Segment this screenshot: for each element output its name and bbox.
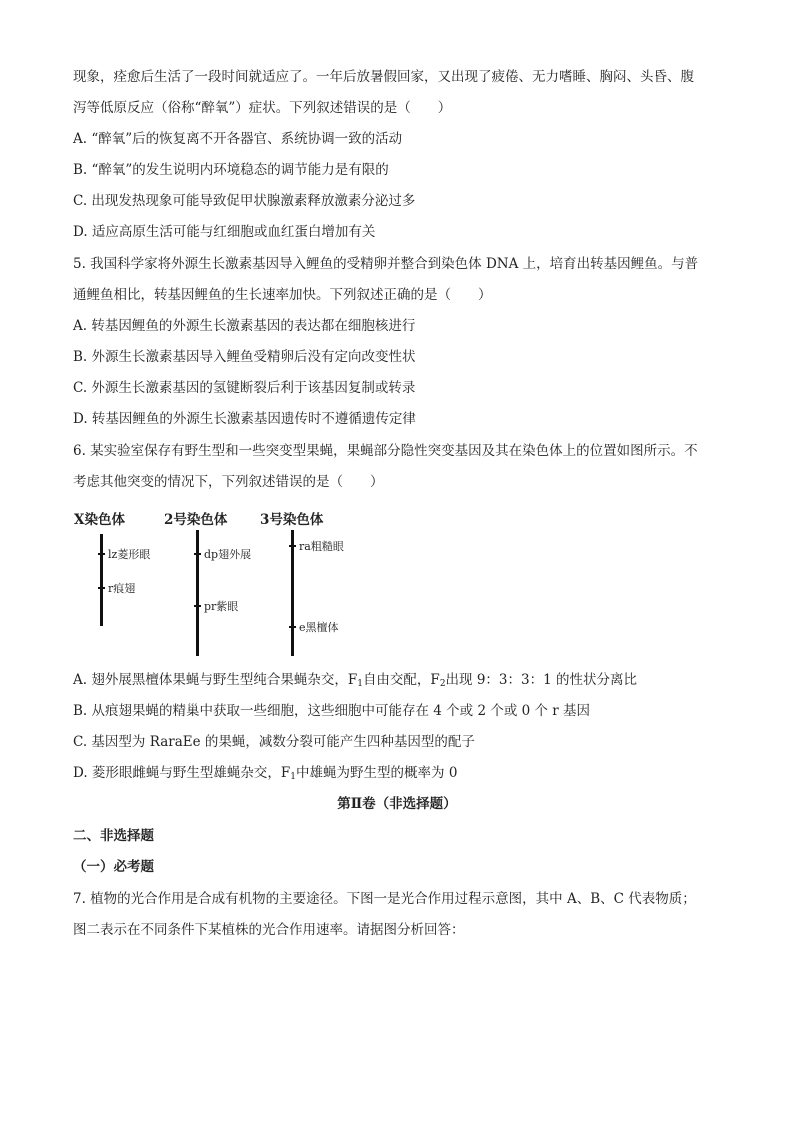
q4-text-line1: 现象，痊愈后生活了一段时间就适应了。一年后放暑假回家，又出现了疲倦、无力嗜睡、胸闷、头昏、腹 <box>73 69 694 85</box>
section-title: 二、非选择题 <box>73 828 154 844</box>
q7-text-line2: 图二表示在不同条件下某植株的光合作用速率。请据图分析回答： <box>73 922 465 938</box>
q6-option-c: C. 基因型为 RaraEe 的果蝇，减数分裂可能产生四种基因型的配子 <box>73 734 475 750</box>
q6-text-line1: 6. 某实验室保存有野生型和一些突变型果蝇，果蝇部分隐性突变基因及其在染色体上的位置如图所示。不 <box>73 443 698 459</box>
subsection-title: （一）必考题 <box>73 859 154 875</box>
gene-tick-pr <box>194 605 201 607</box>
gene-label-dp: dp翅外展 <box>204 548 252 561</box>
q4-text-line2: 泻等低原反应（俗称“醉氧”）症状。下列叙述错误的是（ ） <box>73 100 452 116</box>
q4-option-b: B. “醉氧”的发生说明内环境稳态的调节能力是有限的 <box>73 162 389 178</box>
q6-text-line2: 考虑其他突变的情况下，下列叙述错误的是（ ） <box>73 474 384 490</box>
gene-tick-e <box>289 626 296 628</box>
q4-option-d: D. 适应高原生活可能与红细胞或血红蛋白增加有关 <box>73 224 376 240</box>
chromosome-2-title: 2号染色体 <box>164 512 228 528</box>
gene-label-r: r痕翅 <box>108 582 136 595</box>
chromosome-2-bar <box>196 530 199 656</box>
chromosome-diagram <box>70 508 370 658</box>
q5-text-line1: 5. 我国科学家将外源生长激素基因导入鲤鱼的受精卵并整合到染色体 DNA 上，培育出转基因鲤鱼。与普 <box>73 256 699 272</box>
gene-tick-dp <box>194 553 201 555</box>
chromosome-3-bar <box>291 530 294 656</box>
q5-option-a: A. 转基因鲤鱼的外源生长激素基因的表达都在细胞核进行 <box>73 318 416 334</box>
q7-text-line1: 7. 植物的光合作用是合成有机物的主要途径。下图一是光合作用过程示意图，其中 A、B、C 代表物质； <box>73 891 696 907</box>
q5-option-c: C. 外源生长激素基因的氢键断裂后利于该基因复制或转录 <box>73 380 416 396</box>
gene-label-pr: pr紫眼 <box>204 600 239 613</box>
gene-tick-lz <box>98 553 105 555</box>
q5-option-b: B. 外源生长激素基因导入鲤鱼受精卵后没有定向改变性状 <box>73 349 416 365</box>
gene-tick-r <box>98 587 105 589</box>
q6-option-a: A. 翅外展黑檀体果蝇与野生型纯合果蝇杂交，$F_1$自由交配，$F_2$出现 9：3：3：1 的性状分离比 <box>73 672 637 689</box>
gene-label-lz: lz菱形眼 <box>108 548 151 561</box>
x-chromosome-title: X染色体 <box>74 512 125 528</box>
q5-text-line2: 通鲤鱼相比，转基因鲤鱼的生长速率加快。下列叙述正确的是（ ） <box>73 287 492 303</box>
q6-option-d: D. 菱形眼雌蝇与野生型雄蝇杂交，$F_1$中雄蝇为野生型的概率为 0 <box>73 765 458 782</box>
gene-tick-ra <box>289 545 296 547</box>
q4-option-c: C. 出现发热现象可能导致促甲状腺激素释放激素分泌过多 <box>73 193 416 209</box>
gene-label-e: e黑檀体 <box>299 621 339 634</box>
gene-label-ra: ra粗糙眼 <box>299 540 344 553</box>
q6-option-b: B. 从痕翅果蝇的精巢中获取一些细胞，这些细胞中可能存在 4 个或 2 个或 0 个 r 基因 <box>73 703 591 719</box>
x-chromosome-bar <box>100 534 103 626</box>
chromosome-3-title: 3号染色体 <box>260 512 324 528</box>
q5-option-d: D. 转基因鲤鱼的外源生长激素基因遗传时不遵循遗传定律 <box>73 411 416 427</box>
volume-title: 第Ⅱ卷（非选择题） <box>337 796 457 812</box>
q4-option-a: A. “醉氧”后的恢复离不开各器官、系统协调一致的活动 <box>73 131 403 147</box>
